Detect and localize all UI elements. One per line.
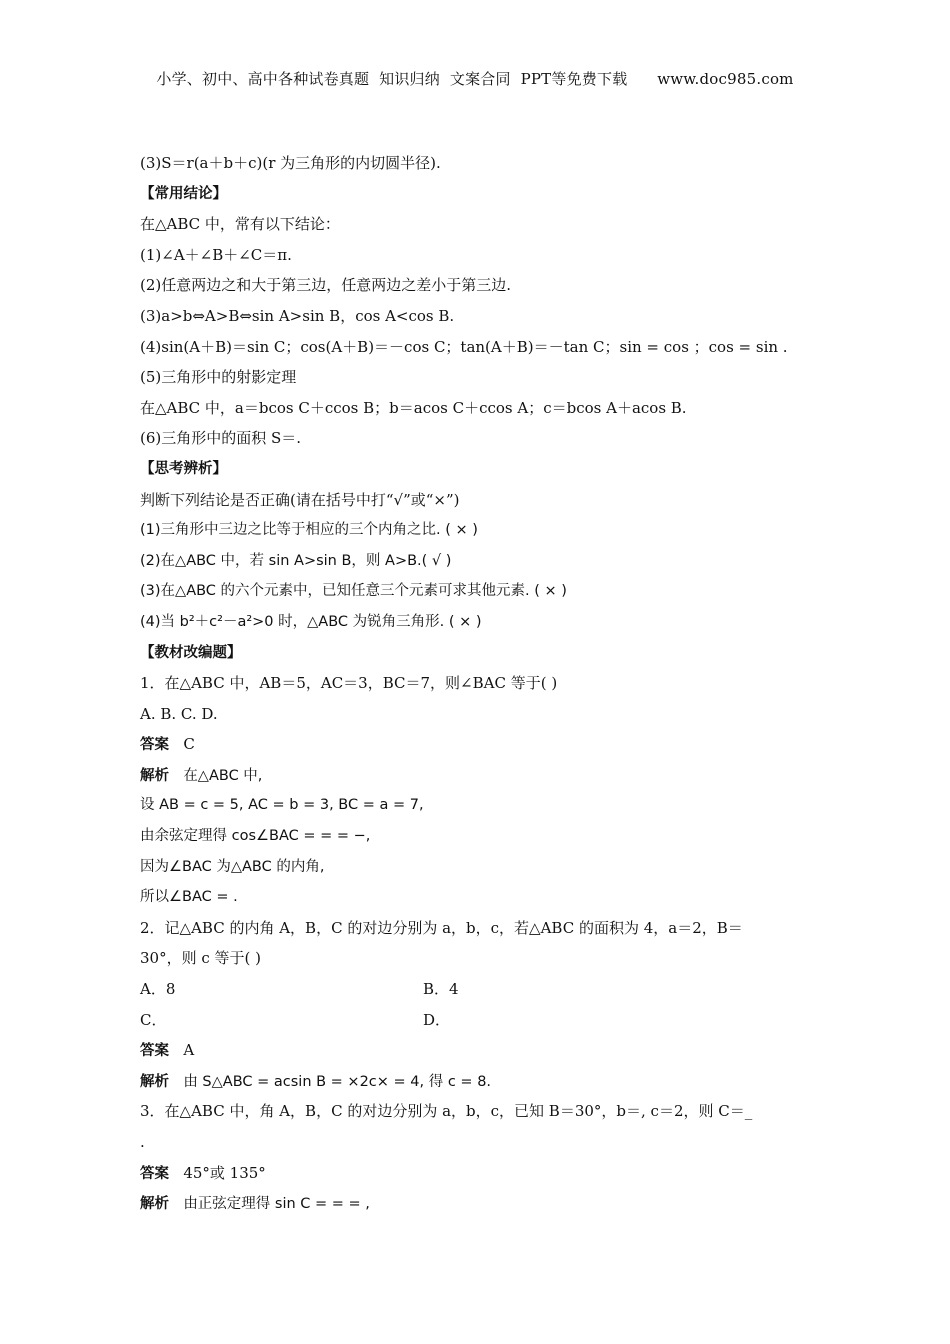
analysis-text: 由 S△ABC = acsin B = ×2c× = 4, 得 c = 8. — [183, 1073, 492, 1090]
answer-line — [140, 1158, 820, 1189]
text-line: (6)三角形中的面积 S＝. — [140, 429, 302, 448]
answer-line — [140, 729, 820, 760]
option-b: B．4 — [423, 980, 459, 999]
section-heading: 【常用结论】 — [140, 185, 227, 202]
text-line: (5)三角形中的射影定理 — [140, 368, 297, 387]
question-options — [140, 974, 820, 1005]
answer-value: 45°或 135° — [183, 1163, 266, 1182]
question-text: 1．在△ABC 中，AB＝5，AC＝3，BC＝7，则∠BAC 等于( ) — [140, 674, 558, 693]
section-heading: 【思考辨析】 — [140, 460, 227, 477]
answer-value: C — [183, 735, 195, 754]
text-line: (2)任意两边之和大于第三边，任意两边之差小于第三边. — [140, 276, 512, 295]
analysis-text: 在△ABC 中, — [183, 767, 263, 784]
option-d: D． — [423, 1010, 451, 1029]
answer-label: 答案 — [140, 1165, 169, 1182]
section-heading: 【教材改编题】 — [140, 644, 242, 661]
judgement-item: (4)当 b²＋c²－a²>0 时，△ABC 为锐角三角形. ( × ) — [140, 613, 482, 630]
analysis-line — [140, 760, 820, 791]
text-line: (3)a>b⇔A>B⇔sin A>sin B，cos A<cos B. — [140, 306, 455, 325]
option-c: C． — [140, 1010, 167, 1029]
question-text: 3．在△ABC 中，角 A，B，C 的对边分别为 a，b，c，已知 B＝30°，b＝, c＝2，则 C＝_ — [140, 1102, 753, 1121]
document-body — [140, 148, 820, 1219]
text-line: (3)S＝r(a＋b＋c)(r 为三角形的内切圆半径). — [140, 154, 441, 172]
judgement-item: (3)在△ABC 的六个元素中，已知任意三个元素可求其他元素. ( × ) — [140, 583, 567, 600]
text-line: 在△ABC 中，常有以下结论： — [140, 215, 340, 234]
analysis-label: 解析 — [140, 767, 169, 784]
analysis-text: 所以∠BAC = . — [140, 889, 238, 906]
answer-label: 答案 — [140, 737, 169, 754]
page-header: 小学、初中、高中各种试卷真题 知识归纳 文案合同 PPT等免费下载 www.doc985.com — [156, 70, 794, 88]
question-options — [140, 1005, 820, 1036]
answer-label: 答案 — [140, 1043, 169, 1060]
text-line: 在△ABC 中，a＝bcos C＋ccos B；b＝acos C＋ccos A；c＝bcos A＋acos B. — [140, 398, 687, 417]
question-options: A. B. C. D. — [140, 704, 218, 723]
judgement-item: (1)三角形中三边之比等于相应的三个内角之比. ( × ) — [140, 522, 478, 539]
question-text: 30°，则 c 等于( ) — [140, 949, 261, 968]
answer-line — [140, 1035, 820, 1066]
judgement-item: (2)在△ABC 中，若 sin A>sin B，则 A>B.( √ ) — [140, 552, 452, 569]
analysis-text: 因为∠BAC 为△ABC 的内角, — [140, 858, 325, 875]
question-text: . — [140, 1133, 145, 1151]
text-line: (4)sin(A＋B)＝sin C；cos(A＋B)＝－cos C；tan(A＋B)＝－tan C；sin = cos ；cos = sin . — [140, 337, 788, 356]
analysis-text: 设 AB = c = 5, AC = b = 3, BC = a = 7, — [140, 797, 424, 814]
question-text: 2．记△ABC 的内角 A，B，C 的对边分别为 a，b，c，若△ABC 的面积为 4，a＝2，B＝ — [140, 918, 743, 937]
analysis-text: 由正弦定理得 sin C = = = , — [183, 1196, 370, 1213]
option-a: A．8 — [140, 980, 176, 999]
analysis-label: 解析 — [140, 1073, 169, 1090]
analysis-line — [140, 1188, 820, 1219]
text-line: (1)∠A＋∠B＋∠C＝π. — [140, 245, 292, 264]
analysis-text: 由余弦定理得 cos∠BAC = = = −, — [140, 828, 371, 845]
answer-value: A — [183, 1041, 195, 1060]
analysis-line — [140, 1066, 820, 1097]
text-line: 判断下列结论是否正确(请在括号中打“√”或“×”) — [140, 490, 460, 509]
analysis-label: 解析 — [140, 1196, 169, 1213]
